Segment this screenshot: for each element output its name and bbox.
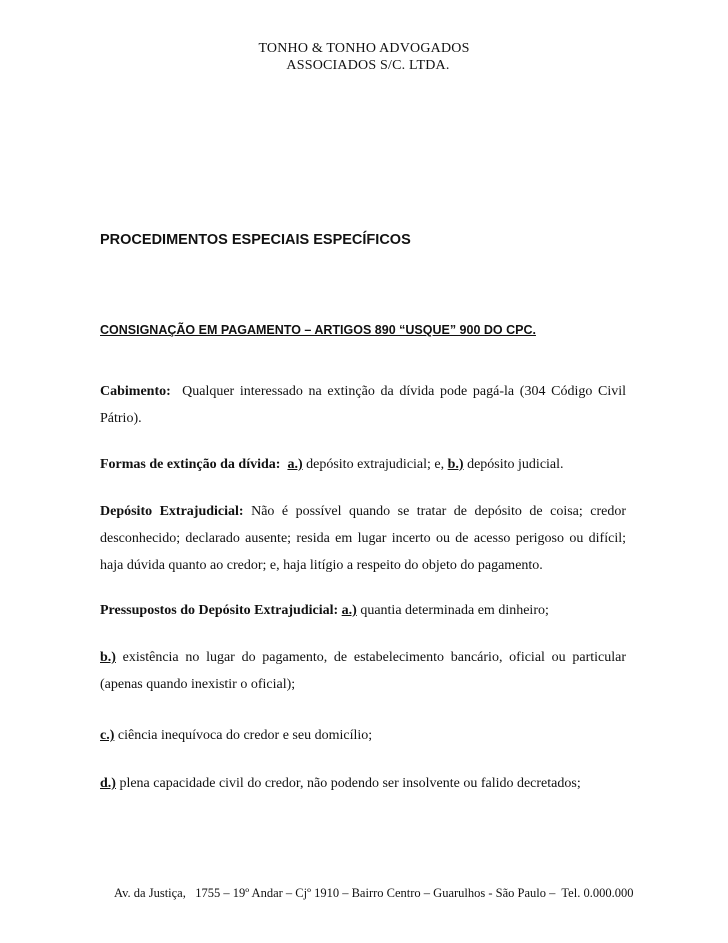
paragraph-pressupostos (100, 597, 626, 624)
pressupostos-label: Pressupostos do Depósito Extrajudicial: (100, 603, 339, 618)
item-b-text: existência no lugar do pagamento, de estabelecimento bancário, oficial ou particular (apenas quando inexistir o oficial); (100, 650, 626, 692)
item-c-text: ciência inequívoca do credor e seu domicílio; (117, 728, 373, 743)
pressupostos-a-marker: a.) (341, 603, 357, 618)
formas-label: Formas de extinção da dívida: (100, 457, 281, 472)
item-d-marker: d.) (100, 776, 116, 791)
paragraph-formas (100, 451, 626, 478)
formas-a-text: depósito extrajudicial; e, (306, 457, 445, 472)
document-title: PROCEDIMENTOS ESPECIAIS ESPECÍFICOS (100, 232, 411, 248)
item-b-marker: b.) (100, 650, 116, 665)
deposito-label: Depósito Extrajudicial: (100, 504, 244, 519)
pressupostos-a-text: quantia determinada em dinheiro; (360, 603, 549, 618)
letterhead-line-1: TONHO & TONHO ADVOGADOS (258, 41, 470, 56)
list-item-c (100, 722, 626, 749)
section-subtitle: CONSIGNAÇÃO EM PAGAMENTO – ARTIGOS 890 “USQUE” 900 DO CPC. (100, 323, 536, 337)
cabimento-label: Cabimento: (100, 384, 171, 399)
formas-b-text: depósito judicial. (467, 457, 564, 472)
paragraph-cabimento (100, 378, 626, 432)
paragraph-deposito (100, 498, 626, 579)
letterhead (0, 40, 728, 74)
cabimento-text: Qualquer interessado na extinção da dívida pode pagá-la (304 Código Civil Pátrio). (100, 384, 627, 426)
letterhead-line-2: ASSOCIADOS S/C. LTDA. (286, 58, 450, 73)
item-c-marker: c.) (100, 728, 115, 743)
formas-b-marker: b.) (447, 457, 464, 472)
formas-a-marker: a.) (287, 457, 303, 472)
list-item-b (100, 644, 626, 698)
page-footer: Av. da Justiça, 1755 – 19º Andar – Cjº 1910 – Bairro Centro – Guarulhos - São Paulo – Tel. 0.000.000 (114, 886, 634, 900)
item-d-text: plena capacidade civil do credor, não podendo ser insolvente ou falido decretados; (119, 776, 581, 791)
list-item-d (100, 770, 626, 797)
deposito-text: Não é possível quando se tratar de depósito de coisa; credor desconhecido; declarado ausente; resida em lugar incerto ou de acesso perigoso ou difícil; haja dúvida quanto ao credor; e, haja litígio a respeito do objeto do pagamento. (100, 504, 626, 573)
